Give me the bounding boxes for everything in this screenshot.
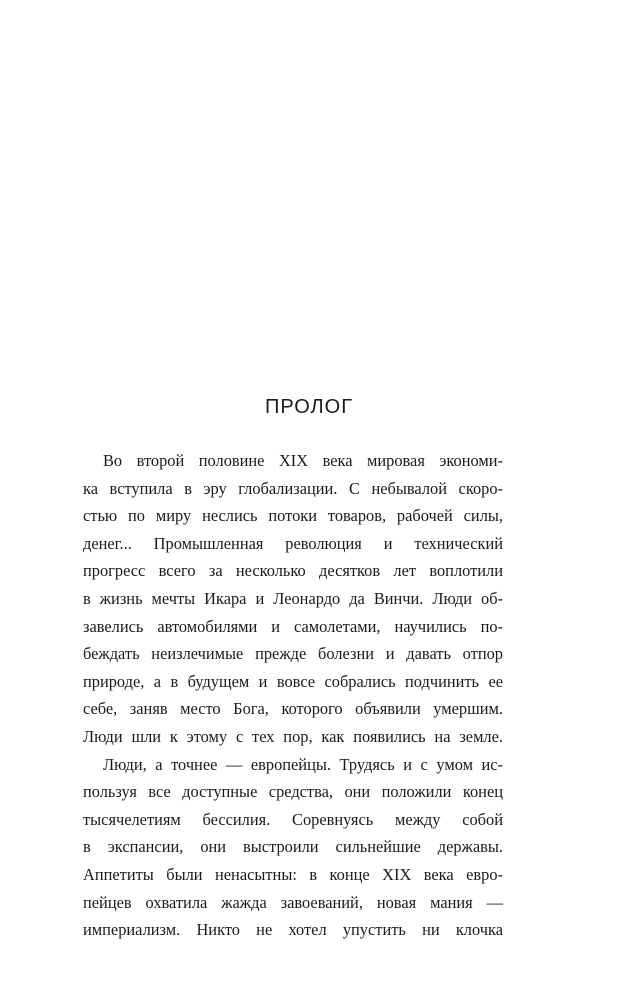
text-line: Аппетиты были ненасытны: в конце XIX века евро- — [83, 864, 503, 884]
text-line: беждать неизлечимые прежде болезни и давать отпор — [83, 644, 503, 664]
text-line: Люди шли к этому с тех пор, как появились на земле. — [83, 726, 503, 746]
paragraph-2 — [83, 751, 503, 944]
text-line: Во второй половине XIX века мировая экономи- — [103, 451, 503, 470]
text-line: денег... Промышленная революция и технический — [83, 533, 503, 553]
text-line: империализм. Никто не хотел упустить ни клочка — [83, 920, 503, 940]
text-line: пользуя все доступные средства, они положили конец — [83, 782, 503, 802]
paragraph-1 — [83, 447, 503, 751]
text-line: в жизнь мечты Икара и Леонардо да Винчи. Люди об- — [83, 588, 503, 608]
text-line: себе, заняв место Бога, которого объявили умершим. — [83, 699, 503, 719]
text-line: прогресс всего за несколько десятков лет воплотили — [83, 561, 503, 581]
text-line: ка вступила в эру глобализации. С небывалой скоро- — [83, 478, 503, 498]
text-line: в экспансии, они выстроили сильнейшие державы. — [83, 837, 503, 857]
text-line: стью по миру неслись потоки товаров, рабочей силы, — [83, 506, 503, 526]
text-line: тысячелетиям бессилия. Соревнуясь между собой — [83, 809, 503, 829]
text-line: природе, а в будущем и вовсе собрались подчинить ее — [83, 671, 503, 691]
text-line: пейцев охватила жажда завоеваний, новая мания — — [83, 892, 503, 912]
text-line: Люди, а точнее — европейцы. Трудясь и с умом ис- — [103, 754, 503, 774]
prologue-text — [83, 447, 503, 944]
chapter-title: ПРОЛОГ — [264, 396, 354, 418]
text-line: завелись автомобилями и самолетами, научились по- — [83, 616, 503, 636]
